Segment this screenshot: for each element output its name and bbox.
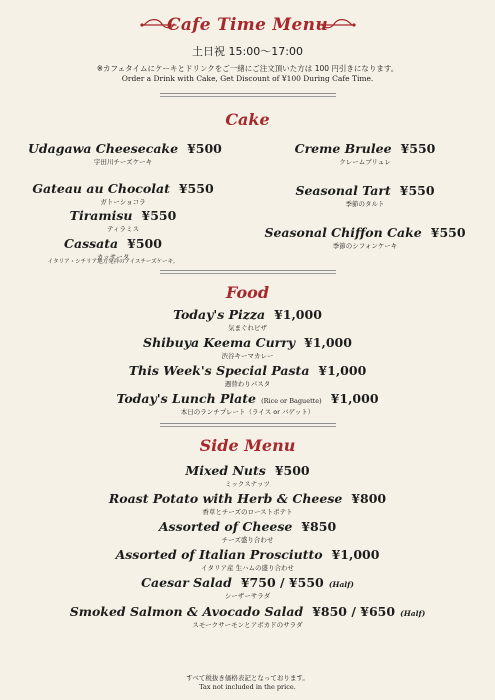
item-price: ¥1,000 bbox=[304, 335, 352, 350]
menu-item bbox=[0, 488, 495, 516]
cassata-note: イタリア・シチリア地方発祥のアイスチーズケーキ。 bbox=[47, 259, 179, 265]
page-title: Cafe Time Menu bbox=[167, 15, 328, 35]
menu-item bbox=[0, 388, 495, 416]
item-name: Seasonal Tart bbox=[295, 183, 391, 198]
item-price: ¥850 / ¥650 bbox=[312, 604, 396, 619]
menu-item bbox=[0, 544, 495, 572]
item-jp-name: ティラミス bbox=[107, 225, 139, 233]
item-price: ¥1,000 bbox=[330, 391, 379, 406]
item-name: Creme Brulee bbox=[294, 141, 392, 156]
item-jp-name: カッサータ bbox=[96, 253, 130, 261]
menu-item bbox=[260, 138, 470, 166]
item-price: ¥500 bbox=[187, 141, 222, 156]
section-title-cake: Cake bbox=[225, 110, 270, 129]
divider bbox=[160, 423, 336, 424]
item-name: Today's Lunch Plate bbox=[116, 391, 256, 406]
tax-note-jp: すべて税抜き価格表記となっております。 bbox=[186, 674, 309, 682]
menu-item bbox=[0, 304, 495, 332]
item-jp-name: 気まぐれピザ bbox=[228, 324, 267, 332]
discount-note-jp: ※カフェタイムにケーキとドリンクをご一緒にご注文頂いた方は 100 円引きになります。 bbox=[96, 64, 399, 73]
item-jp-name: ガトーショコラ bbox=[100, 198, 146, 206]
divider bbox=[160, 96, 336, 97]
menu-item bbox=[28, 205, 218, 233]
menu-item bbox=[0, 360, 495, 388]
tax-note-en: Tax not included in the price. bbox=[199, 683, 296, 691]
item-jp-name: 渋谷キーマカレー bbox=[221, 352, 274, 360]
item-price: ¥550 bbox=[400, 141, 436, 156]
item-jp-name: ミックスナッツ bbox=[224, 480, 271, 488]
menu-item bbox=[0, 460, 495, 488]
item-note: (Half) bbox=[400, 609, 426, 618]
item-price: ¥800 bbox=[351, 491, 387, 506]
item-price: ¥550 bbox=[399, 183, 435, 198]
item-name: Tiramisu bbox=[69, 208, 133, 223]
item-jp-name: 週替わりパスタ bbox=[224, 380, 271, 388]
item-jp-name: 宇田川チーズケーキ bbox=[93, 158, 153, 166]
menu-item bbox=[260, 180, 470, 208]
item-price: ¥550 bbox=[430, 225, 466, 240]
item-price: ¥850 bbox=[301, 519, 337, 534]
discount-note-en: Order a Drink with Cake, Get Discount of ¥100 During Cafe Time. bbox=[121, 74, 374, 83]
item-name: Mixed Nuts bbox=[185, 463, 266, 478]
menu-item bbox=[28, 138, 222, 166]
section-title-side-menu: Side Menu bbox=[199, 436, 296, 455]
item-name: Today's Pizza bbox=[173, 307, 266, 322]
menu-item bbox=[0, 601, 495, 629]
menu-item bbox=[28, 178, 218, 206]
menu-item bbox=[0, 572, 495, 600]
item-price: ¥750 / ¥550 bbox=[240, 575, 324, 590]
item-name: Caesar Salad bbox=[141, 575, 232, 590]
item-name: Assorted of Italian Prosciutto bbox=[115, 547, 323, 562]
item-jp-name: 香草とチーズのローストポテト bbox=[202, 508, 293, 516]
item-price: ¥1,000 bbox=[318, 363, 367, 378]
item-price: ¥1,000 bbox=[274, 307, 322, 322]
item-jp-name: イタリア産 生ハムの盛り合わせ bbox=[200, 564, 295, 572]
item-name: Smoked Salmon & Avocado Salad bbox=[69, 604, 304, 619]
item-jp-name: スモークサーモンとアボカドのサラダ bbox=[192, 621, 303, 629]
item-name: Assorted of Cheese bbox=[158, 519, 293, 534]
item-jp-name: クレームブリュレ bbox=[339, 158, 391, 166]
item-jp-name: シーザーサラダ bbox=[224, 592, 271, 600]
item-name: Udagawa Cheesecake bbox=[28, 141, 179, 156]
item-price: ¥550 bbox=[141, 208, 177, 223]
item-price: ¥500 bbox=[274, 463, 310, 478]
menu-item bbox=[0, 516, 495, 544]
menu-item bbox=[260, 222, 470, 250]
item-name: Roast Potato with Herb & Cheese bbox=[108, 491, 343, 506]
item-name: Seasonal Chiffon Cake bbox=[264, 225, 422, 240]
divider bbox=[160, 270, 336, 271]
item-name: This Week's Special Pasta bbox=[128, 363, 310, 378]
divider bbox=[160, 273, 336, 274]
item-price: ¥500 bbox=[127, 236, 162, 251]
item-jp-name: 季節のタルト bbox=[345, 200, 385, 208]
item-note: (Rice or Baguette) bbox=[261, 397, 322, 405]
item-jp-name: チーズ盛り合わせ bbox=[221, 536, 274, 544]
item-price: ¥550 bbox=[178, 181, 214, 196]
item-jp-name: 季節のシフォンケーキ bbox=[332, 242, 398, 250]
divider bbox=[160, 426, 336, 427]
item-jp-name: 本日のランチプレート（ライス or バゲット） bbox=[180, 408, 315, 416]
item-name: Cassata bbox=[64, 236, 119, 251]
item-note: (Half) bbox=[328, 580, 354, 589]
cafe-hours: 土日祝 15:00〜17:00 bbox=[192, 45, 303, 58]
item-name: Shibuya Keema Curry bbox=[143, 335, 296, 350]
section-title-food: Food bbox=[225, 283, 269, 302]
item-name: Gateau au Chocolat bbox=[32, 181, 170, 196]
item-price: ¥1,000 bbox=[331, 547, 380, 562]
menu-item bbox=[0, 332, 495, 360]
divider bbox=[160, 93, 336, 94]
